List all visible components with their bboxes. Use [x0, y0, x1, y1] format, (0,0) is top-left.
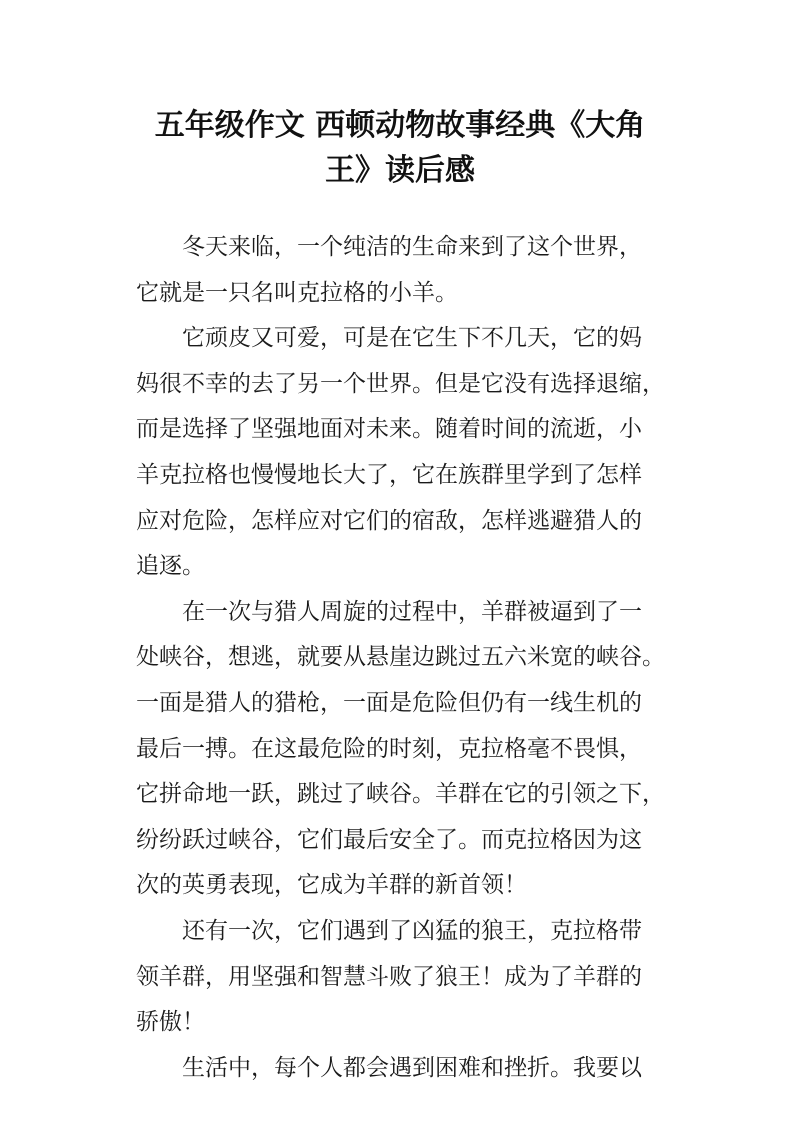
text-line: 追逐。	[136, 553, 205, 580]
text-line: 在一次与猎人周旋的过程中，羊群被逼到了一	[182, 598, 642, 625]
text-line: 羊克拉格也慢慢地长大了，它在族群里学到了怎样	[136, 461, 642, 488]
text-line: 生活中，每个人都会遇到困难和挫折。我要以	[182, 1054, 642, 1081]
essay-body	[136, 225, 676, 1091]
title-line-2: 王》读后感	[325, 153, 475, 188]
page-title	[100, 103, 700, 193]
paragraph-2	[136, 316, 676, 590]
text-line: 最后一搏。在这最危险的时刻，克拉格毫不畏惧，	[136, 735, 642, 762]
text-line: 而是选择了坚强地面对未来。随着时间的流逝，小	[136, 416, 642, 443]
text-line: 冬天来临，一个纯洁的生命来到了这个世界，	[182, 234, 642, 260]
text-line: 还有一次，它们遇到了凶猛的狼王，克拉格带	[182, 917, 642, 944]
title-line-1: 五年级作文 西顿动物故事经典《大角	[154, 108, 646, 143]
text-line: 骄傲！	[136, 1009, 205, 1036]
text-line: 它就是一只名叫克拉格的小羊。	[136, 279, 458, 306]
text-line: 它拼命地一跃，跳过了峡谷。羊群在它的引领之下，	[136, 781, 665, 808]
text-line: 它顽皮又可爱，可是在它生下不几天，它的妈	[182, 325, 642, 352]
paragraph-1	[136, 225, 676, 316]
paragraph-5	[136, 1046, 676, 1092]
text-line: 次的英勇表现，它成为羊群的新首领！	[136, 872, 527, 899]
text-line: 应对危险，怎样应对它们的宿敌，怎样逃避猎人的	[136, 507, 642, 534]
paragraph-4	[136, 909, 676, 1046]
text-line: 一面是猎人的猎枪，一面是危险但仍有一线生机的	[136, 689, 642, 716]
paragraph-3	[136, 590, 676, 909]
text-line: 纷纷跃过峡谷，它们最后安全了。而克拉格因为这	[136, 826, 642, 853]
text-line: 处峡谷，想逃，就要从悬崖边跳过五六米宽的峡谷。	[136, 644, 665, 671]
text-line: 妈很不幸的去了另一个世界。但是它没有选择退缩，	[136, 370, 665, 397]
text-line: 领羊群，用坚强和智慧斗败了狼王！成为了羊群的	[136, 963, 642, 990]
